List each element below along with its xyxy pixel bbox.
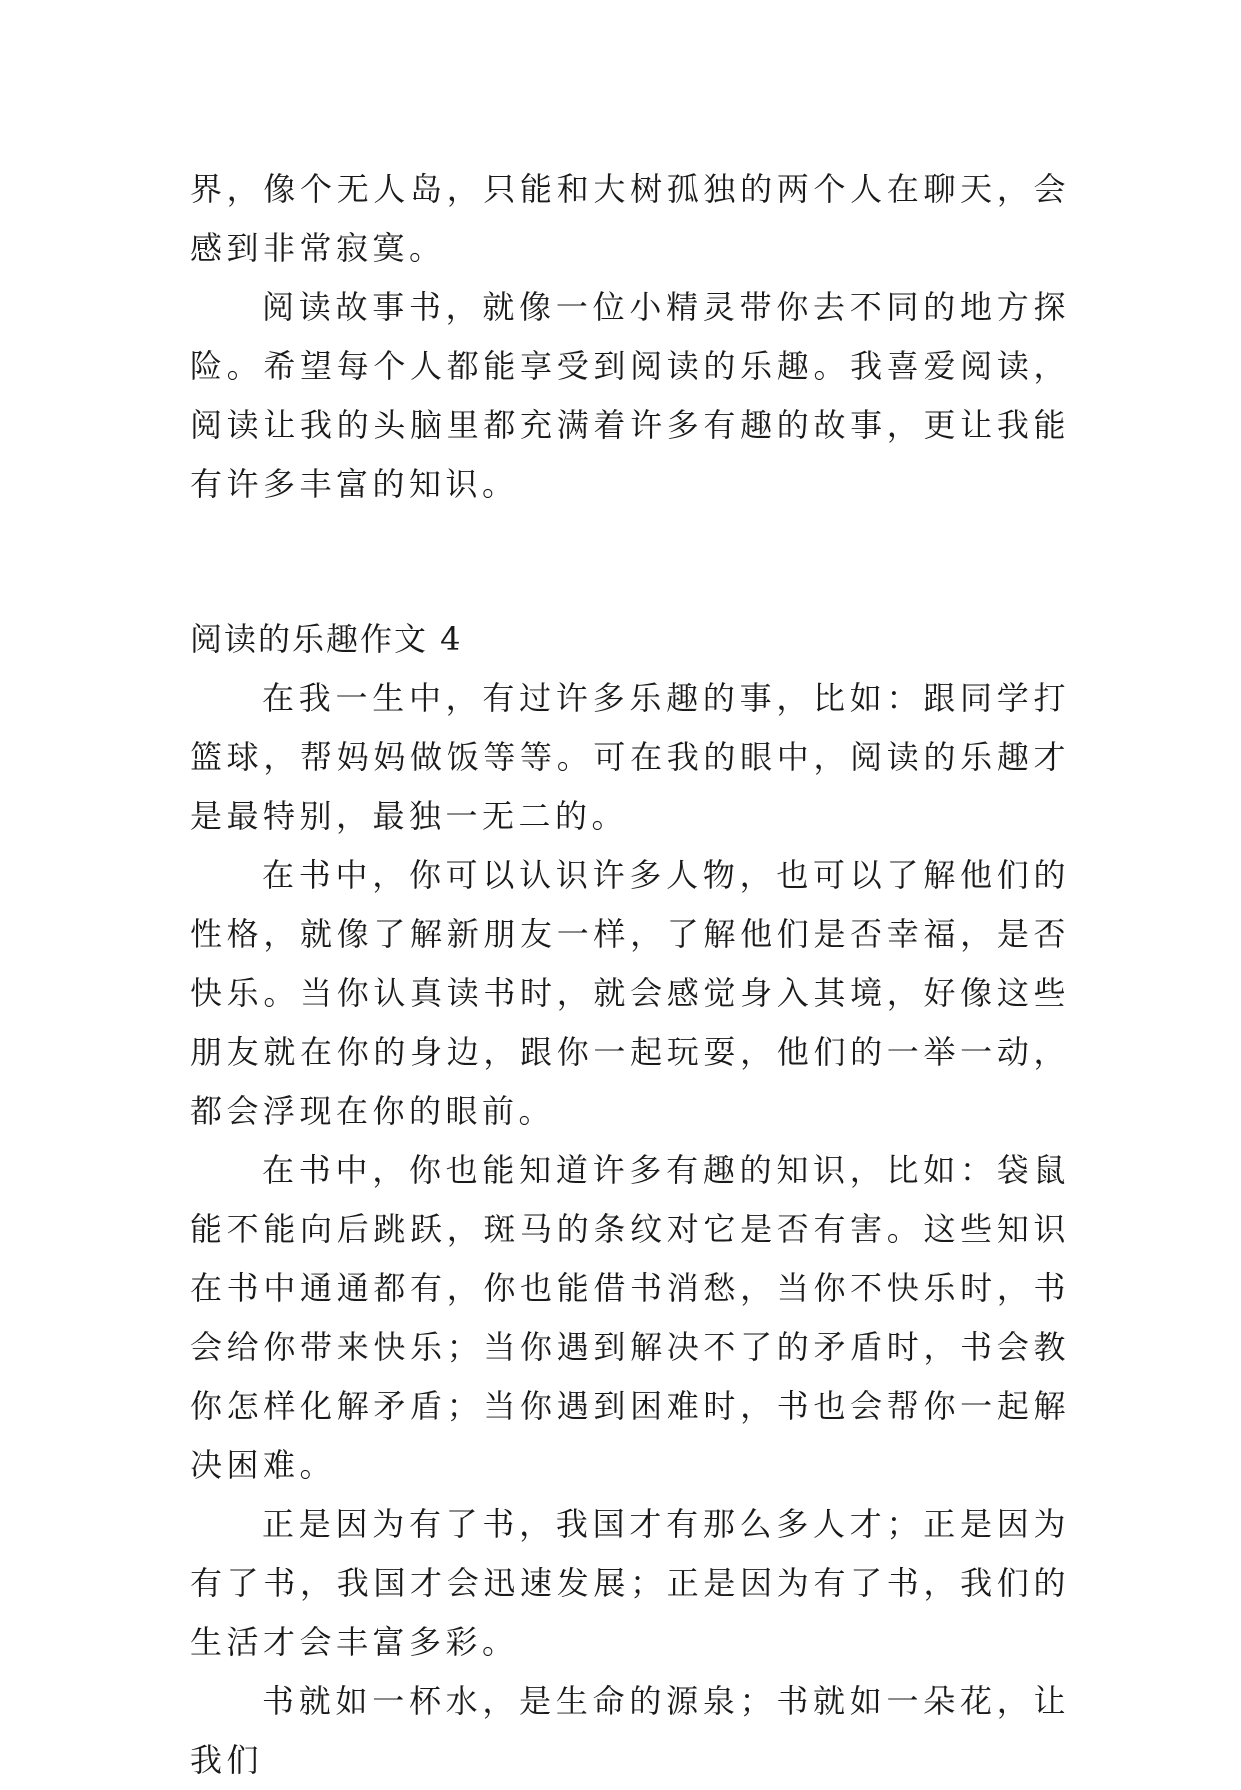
paragraph: 在书中，你可以认识许多人物，也可以了解他们的性格，就像了解新朋友一样，了解他们是否幸福，是否快乐。当你认真读书时，就会感觉身入其境，好像这些朋友就在你的身边，跟你一起玩耍，他们的一举一动，都会浮现在你的眼前。 [190,856,1070,1130]
paragraph: 阅读故事书，就像一位小精灵带你去不同的地方探险。希望每个人都能享受到阅读的乐趣。我喜爱阅读，阅读让我的头脑里都充满着许多有趣的故事，更让我能有许多丰富的知识。 [190,288,1070,503]
paragraph: 在我一生中，有过许多乐趣的事，比如：跟同学打篮球，帮妈妈做饭等等。可在我的眼中，阅读的乐趣才是最特别，最独一无二的。 [190,679,1070,835]
paragraph: 在书中，你也能知道许多有趣的知识，比如：袋鼠能不能向后跳跃，斑马的条纹对它是否有害。这些知识在书中通通都有，你也能借书消愁，当你不快乐时，书会给你带来快乐；当你遇到解决不了的矛盾时，书会教你怎样化解矛盾；当你遇到困难时，书也会帮你一起解决困难。 [190,1151,1070,1484]
paragraph: 正是因为有了书，我国才有那么多人才；正是因为有了书，我国才会迅速发展；正是因为有了书，我们的生活才会丰富多彩。 [190,1505,1070,1661]
document-body [190,160,1070,1790]
paragraph: 界，像个无人岛，只能和大树孤独的两个人在聊天，会感到非常寂寞。 [190,170,1070,267]
paragraph: 书就如一杯水，是生命的源泉；书就如一朵花，让我们 [190,1682,1070,1779]
section-title: 阅读的乐趣作文 4 [190,620,463,658]
